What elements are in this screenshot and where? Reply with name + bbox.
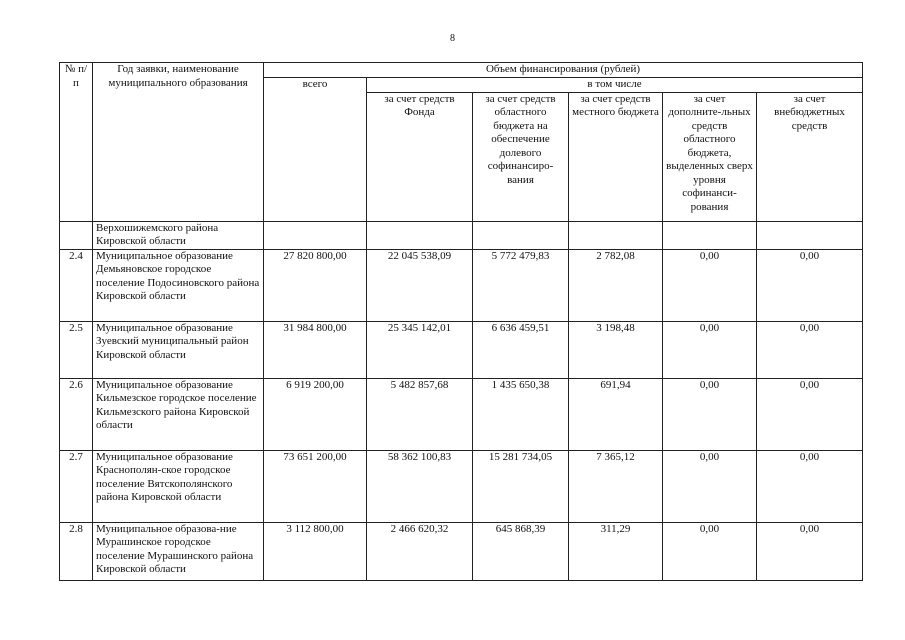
header-name: Год заявки, наименование муниципального образования: [93, 63, 264, 222]
row-extrabudget: 0,00: [757, 522, 863, 580]
row-num: 2.4: [60, 249, 93, 321]
row-fund: 58 362 100,83: [367, 450, 473, 522]
table-row: [60, 450, 863, 522]
table-row: [60, 321, 863, 378]
row-local: 691,94: [569, 378, 663, 450]
row-name: Муниципальное образова-ние Мурашинское городское поселение Мурашинского района Кировской области: [93, 522, 264, 580]
table-row: [60, 378, 863, 450]
header-including: в том числе: [367, 78, 863, 93]
header-total: всего: [264, 78, 367, 222]
row-fund: 5 482 857,68: [367, 378, 473, 450]
page-number: 8: [450, 33, 455, 44]
row-additional: 0,00: [663, 378, 757, 450]
header-additional: за счет дополните-льных средств областного бюджета, выделенных сверх уровня софинанси-рования: [663, 92, 757, 221]
row-local: [569, 221, 663, 249]
row-num: 2.5: [60, 321, 93, 378]
row-local: 2 782,08: [569, 249, 663, 321]
row-total: 6 919 200,00: [264, 378, 367, 450]
row-fund: 25 345 142,01: [367, 321, 473, 378]
row-name: Муниципальное образование Демьяновское городское поселение Подосиновского района Кировской области: [93, 249, 264, 321]
header-num: № п/п: [60, 63, 93, 222]
header-financing: Объем финансирования (рублей): [264, 63, 863, 78]
row-local: 3 198,48: [569, 321, 663, 378]
row-name: Верхошижемского района Кировской области: [93, 221, 264, 249]
row-additional: 0,00: [663, 450, 757, 522]
row-regional: 15 281 734,05: [473, 450, 569, 522]
header-fund: за счет средств Фонда: [367, 92, 473, 221]
row-fund: [367, 221, 473, 249]
row-fund: 22 045 538,09: [367, 249, 473, 321]
row-additional: 0,00: [663, 321, 757, 378]
header-regional: за счет средств областного бюджета на обеспечение долевого софинансиро-вания: [473, 92, 569, 221]
row-num: 2.8: [60, 522, 93, 580]
row-num: [60, 221, 93, 249]
row-fund: 2 466 620,32: [367, 522, 473, 580]
financing-table: [59, 62, 863, 581]
row-regional: [473, 221, 569, 249]
row-additional: 0,00: [663, 522, 757, 580]
row-local: 7 365,12: [569, 450, 663, 522]
row-name: Муниципальное образование Кильмезское городское поселение Кильмезского района Кировской области: [93, 378, 264, 450]
row-regional: 1 435 650,38: [473, 378, 569, 450]
table-row: [60, 522, 863, 580]
row-extrabudget: 0,00: [757, 249, 863, 321]
table-row: [60, 249, 863, 321]
row-total: 31 984 800,00: [264, 321, 367, 378]
row-name: Муниципальное образование Краснополян-ское городское поселение Вятскополянского района Кировской области: [93, 450, 264, 522]
row-num: 2.6: [60, 378, 93, 450]
row-total: [264, 221, 367, 249]
row-additional: 0,00: [663, 249, 757, 321]
header-row-top: [60, 63, 863, 78]
row-regional: 5 772 479,83: [473, 249, 569, 321]
row-num: 2.7: [60, 450, 93, 522]
row-name: Муниципальное образование Зуевский муниципальный район Кировской области: [93, 321, 264, 378]
row-local: 311,29: [569, 522, 663, 580]
header-local: за счет средств местного бюджета: [569, 92, 663, 221]
row-extrabudget: [757, 221, 863, 249]
row-regional: 645 868,39: [473, 522, 569, 580]
row-additional: [663, 221, 757, 249]
row-total: 3 112 800,00: [264, 522, 367, 580]
row-total: 27 820 800,00: [264, 249, 367, 321]
header-extrabudget: за счет внебюджетных средств: [757, 92, 863, 221]
row-extrabudget: 0,00: [757, 450, 863, 522]
row-extrabudget: 0,00: [757, 378, 863, 450]
row-total: 73 651 200,00: [264, 450, 367, 522]
row-extrabudget: 0,00: [757, 321, 863, 378]
row-regional: 6 636 459,51: [473, 321, 569, 378]
table-row: [60, 221, 863, 249]
